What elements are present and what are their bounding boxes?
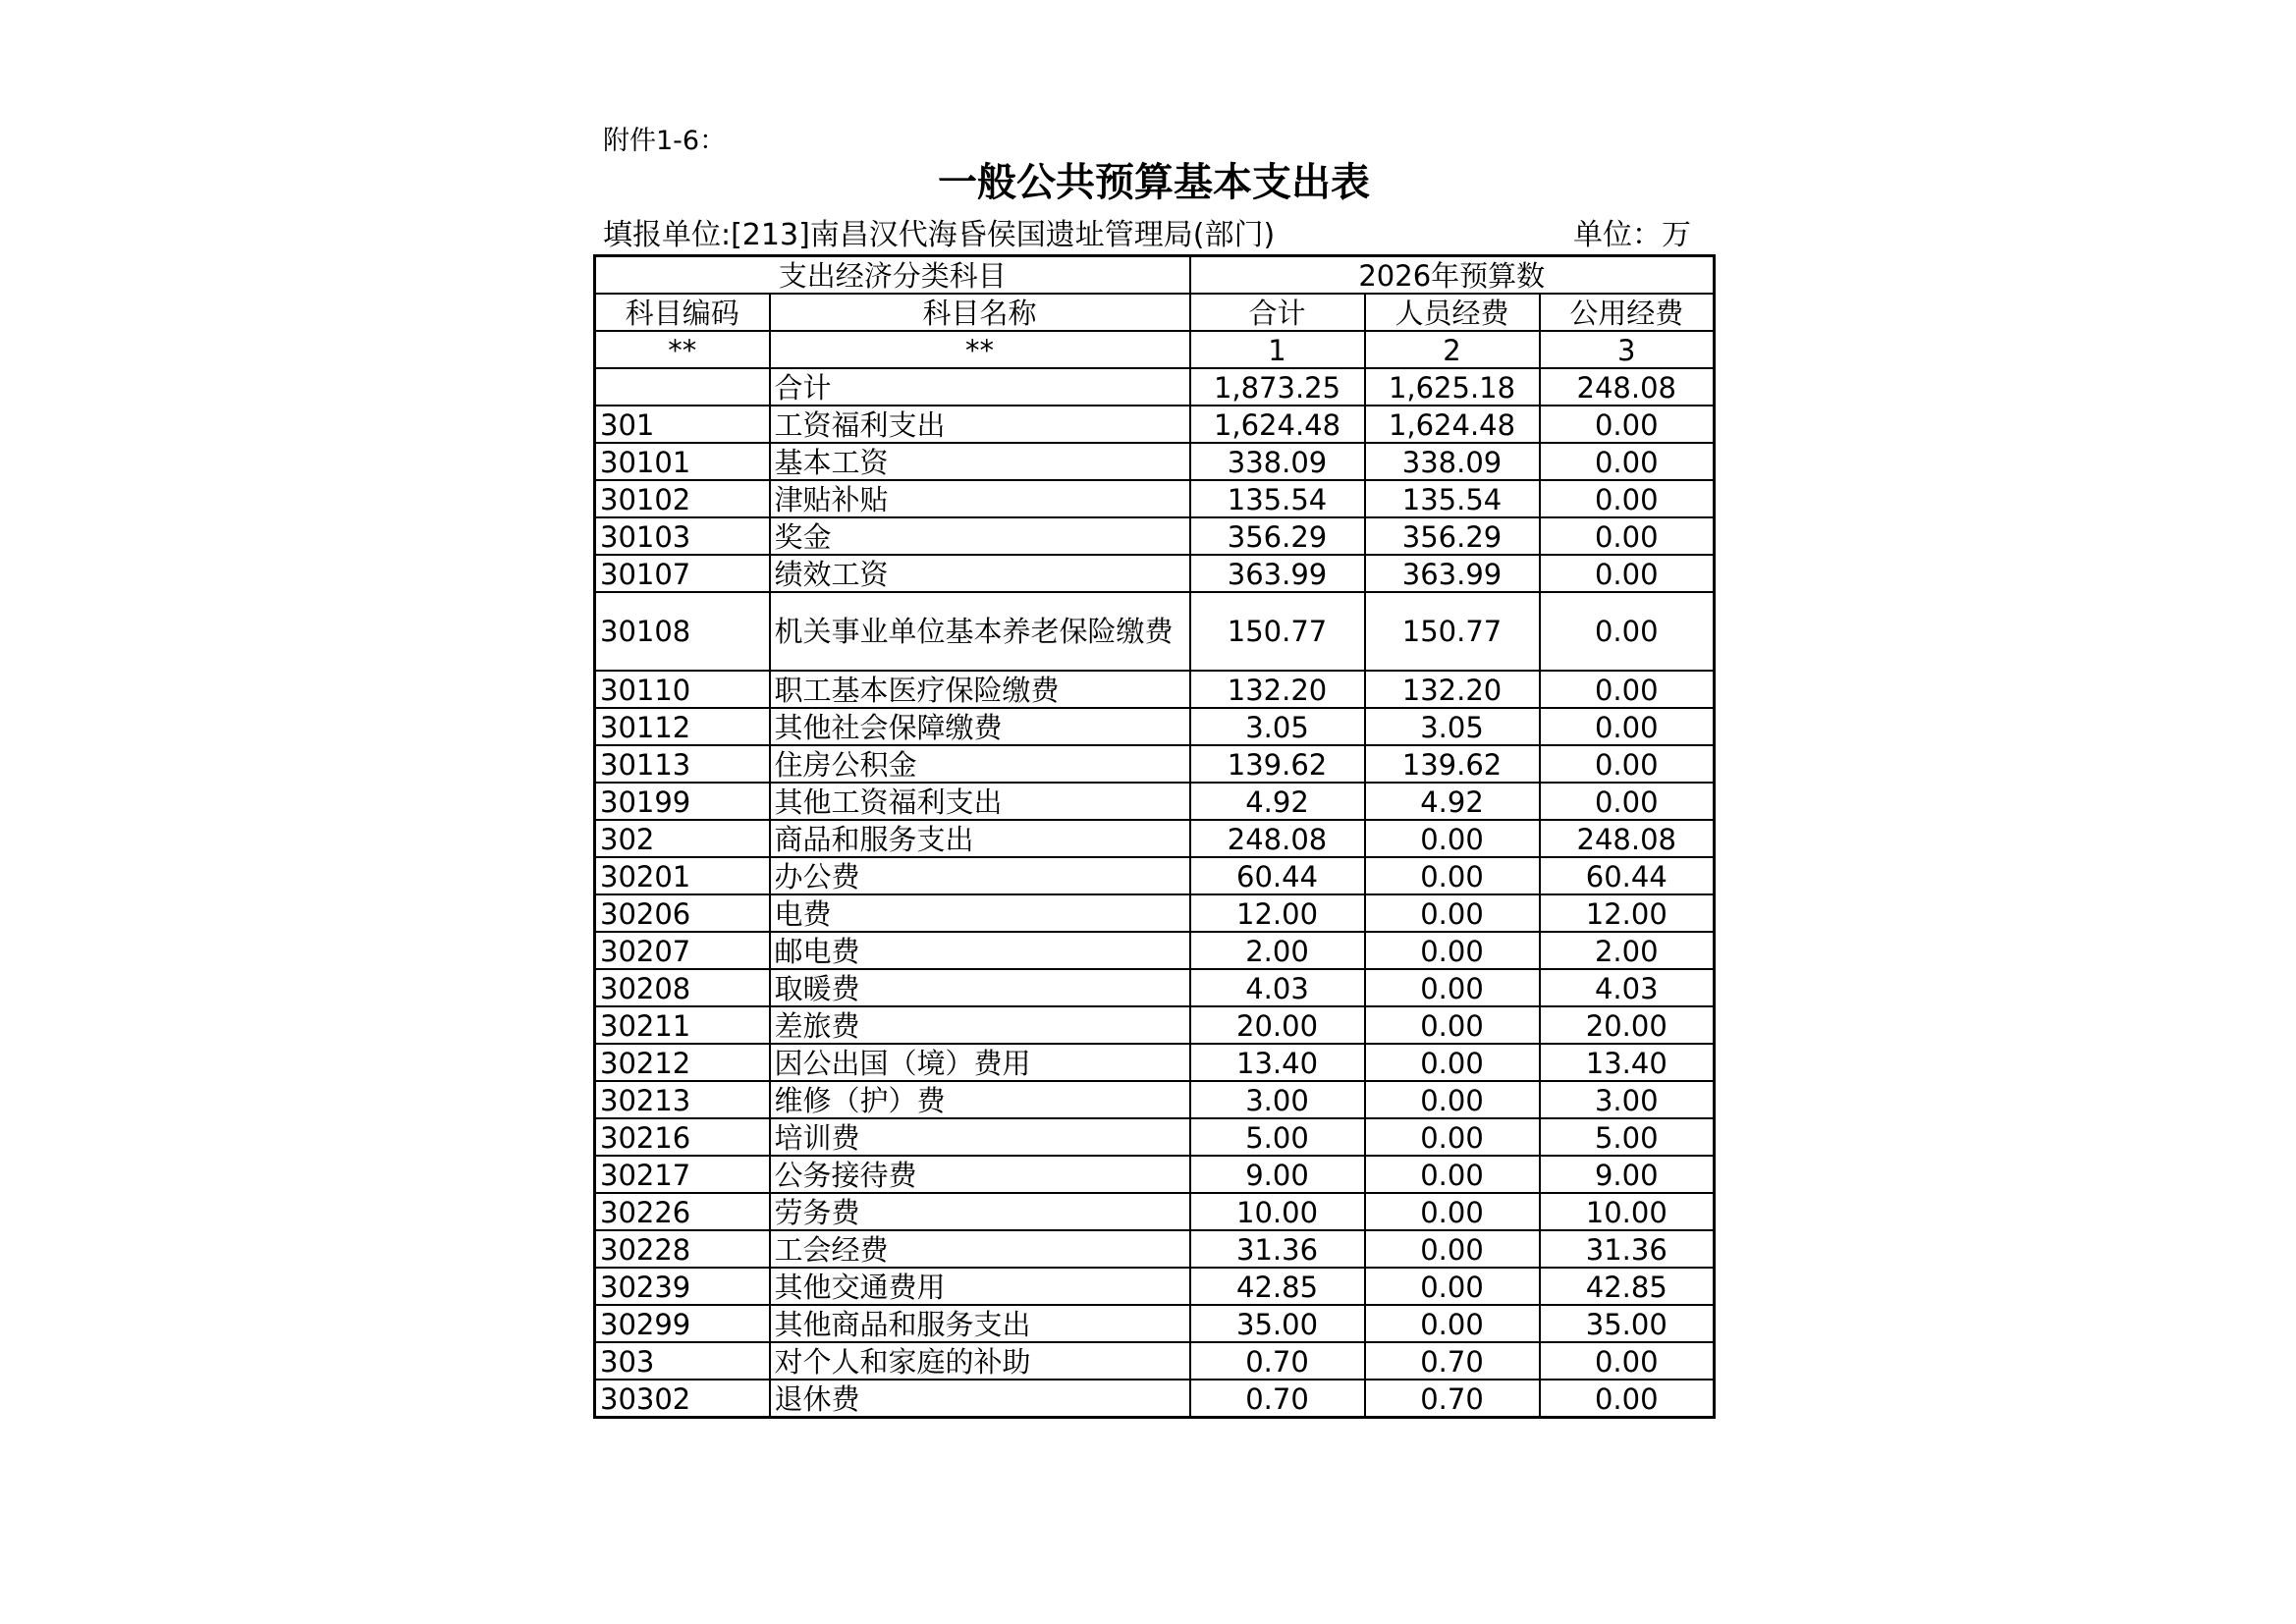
cell-public: 0.00	[1540, 1342, 1715, 1380]
cell-total: 356.29	[1190, 517, 1365, 555]
header-total: 合计	[1190, 294, 1365, 331]
table-row	[595, 406, 1715, 443]
cell-total: 60.44	[1190, 857, 1365, 894]
header-index-row	[595, 331, 1715, 368]
table-row	[595, 820, 1715, 857]
cell-total: 3.05	[1190, 708, 1365, 745]
cell-code: 30199	[595, 783, 770, 820]
cell-public: 0.00	[1540, 555, 1715, 592]
cell-code: 30213	[595, 1081, 770, 1118]
cell-code: 30239	[595, 1268, 770, 1305]
cell-total: 4.92	[1190, 783, 1365, 820]
cell-code: 30226	[595, 1193, 770, 1230]
cell-total: 363.99	[1190, 555, 1365, 592]
cell-total: 338.09	[1190, 443, 1365, 480]
table-row	[595, 1305, 1715, 1342]
cell-total: 13.40	[1190, 1044, 1365, 1081]
cell-code: 30228	[595, 1230, 770, 1268]
cell-total: 1,873.25	[1190, 368, 1365, 406]
cell-code: 30211	[595, 1006, 770, 1044]
cell-name: 办公费	[770, 857, 1190, 894]
cell-code	[595, 368, 770, 406]
cell-name: 其他工资福利支出	[770, 783, 1190, 820]
cell-personnel: 0.00	[1365, 1230, 1540, 1268]
cell-code: 30101	[595, 443, 770, 480]
cell-name: 取暖费	[770, 969, 1190, 1006]
cell-total: 2.00	[1190, 932, 1365, 969]
header-col-2: 2	[1365, 331, 1540, 368]
cell-code: 302	[595, 820, 770, 857]
cell-personnel: 4.92	[1365, 783, 1540, 820]
header-col-3: 3	[1540, 331, 1715, 368]
cell-code: 30201	[595, 857, 770, 894]
table-row	[595, 708, 1715, 745]
header-group-row	[595, 256, 1715, 295]
table-row	[595, 1230, 1715, 1268]
cell-public: 12.00	[1540, 894, 1715, 932]
cell-total: 0.70	[1190, 1380, 1365, 1418]
table-row	[595, 969, 1715, 1006]
cell-personnel: 132.20	[1365, 671, 1540, 708]
cell-name: 公务接待费	[770, 1156, 1190, 1193]
table-row	[595, 1156, 1715, 1193]
cell-code: 30107	[595, 555, 770, 592]
cell-name: 培训费	[770, 1118, 1190, 1156]
cell-public: 9.00	[1540, 1156, 1715, 1193]
cell-name: 对个人和家庭的补助	[770, 1342, 1190, 1380]
cell-personnel: 0.00	[1365, 1006, 1540, 1044]
cell-code: 30217	[595, 1156, 770, 1193]
table-row	[595, 932, 1715, 969]
table-row	[595, 1044, 1715, 1081]
cell-name: 维修（护）费	[770, 1081, 1190, 1118]
table-row	[595, 480, 1715, 517]
cell-total: 132.20	[1190, 671, 1365, 708]
cell-code: 30113	[595, 745, 770, 783]
attachment-label: 附件1-6：	[603, 126, 727, 156]
cell-name: 退休费	[770, 1380, 1190, 1418]
cell-personnel: 150.77	[1365, 592, 1540, 671]
table-row	[595, 1081, 1715, 1118]
cell-code: 30103	[595, 517, 770, 555]
cell-public: 31.36	[1540, 1230, 1715, 1268]
cell-public: 0.00	[1540, 671, 1715, 708]
cell-personnel: 0.70	[1365, 1380, 1540, 1418]
reporting-unit: 填报单位:[213]南昌汉代海昏侯国遗址管理局(部门)	[603, 218, 1276, 252]
cell-code: 30102	[595, 480, 770, 517]
cell-personnel: 0.00	[1365, 1305, 1540, 1342]
cell-name: 电费	[770, 894, 1190, 932]
header-code-marker: **	[595, 331, 770, 368]
cell-code: 303	[595, 1342, 770, 1380]
cell-personnel: 1,624.48	[1365, 406, 1540, 443]
cell-public: 20.00	[1540, 1006, 1715, 1044]
cell-total: 12.00	[1190, 894, 1365, 932]
cell-name: 差旅费	[770, 1006, 1190, 1044]
header-col-1: 1	[1190, 331, 1365, 368]
table-row	[595, 745, 1715, 783]
cell-total: 31.36	[1190, 1230, 1365, 1268]
cell-personnel: 0.00	[1365, 1193, 1540, 1230]
cell-name: 奖金	[770, 517, 1190, 555]
cell-personnel: 135.54	[1365, 480, 1540, 517]
cell-total: 3.00	[1190, 1081, 1365, 1118]
cell-total: 20.00	[1190, 1006, 1365, 1044]
cell-public: 248.08	[1540, 820, 1715, 857]
table-header	[595, 256, 1715, 369]
cell-code: 30212	[595, 1044, 770, 1081]
header-name: 科目名称	[770, 294, 1190, 331]
cell-code: 30302	[595, 1380, 770, 1418]
table-row	[595, 517, 1715, 555]
cell-personnel: 0.00	[1365, 857, 1540, 894]
cell-code: 30299	[595, 1305, 770, 1342]
table-row	[595, 857, 1715, 894]
cell-public: 0.00	[1540, 1380, 1715, 1418]
cell-personnel: 338.09	[1365, 443, 1540, 480]
cell-total: 42.85	[1190, 1268, 1365, 1305]
cell-name: 职工基本医疗保险缴费	[770, 671, 1190, 708]
cell-total: 0.70	[1190, 1342, 1365, 1380]
table-row	[595, 1380, 1715, 1418]
cell-name: 住房公积金	[770, 745, 1190, 783]
cell-code: 30206	[595, 894, 770, 932]
cell-code: 30110	[595, 671, 770, 708]
table-row	[595, 592, 1715, 671]
cell-total: 135.54	[1190, 480, 1365, 517]
budget-table	[593, 254, 1716, 1419]
cell-public: 0.00	[1540, 443, 1715, 480]
cell-total: 10.00	[1190, 1193, 1365, 1230]
cell-name: 绩效工资	[770, 555, 1190, 592]
cell-public: 248.08	[1540, 368, 1715, 406]
header-budget-year: 2026年预算数	[1190, 256, 1715, 295]
cell-total: 5.00	[1190, 1118, 1365, 1156]
cell-personnel: 0.00	[1365, 1268, 1540, 1305]
cell-public: 2.00	[1540, 932, 1715, 969]
cell-public: 5.00	[1540, 1118, 1715, 1156]
table-row	[595, 1268, 1715, 1305]
table-row	[595, 1193, 1715, 1230]
cell-personnel: 1,625.18	[1365, 368, 1540, 406]
table-row	[595, 555, 1715, 592]
table-row	[595, 671, 1715, 708]
cell-total: 4.03	[1190, 969, 1365, 1006]
page-title: 一般公共预算基本支出表	[938, 159, 1370, 205]
cell-total: 35.00	[1190, 1305, 1365, 1342]
cell-public: 0.00	[1540, 480, 1715, 517]
cell-personnel: 0.00	[1365, 969, 1540, 1006]
header-econ-classification: 支出经济分类科目	[595, 256, 1190, 295]
cell-personnel: 0.00	[1365, 1044, 1540, 1081]
table-row	[595, 443, 1715, 480]
cell-name: 工会经费	[770, 1230, 1190, 1268]
cell-public: 42.85	[1540, 1268, 1715, 1305]
cell-code: 301	[595, 406, 770, 443]
table-row	[595, 1118, 1715, 1156]
cell-code: 30208	[595, 969, 770, 1006]
cell-personnel: 0.00	[1365, 1118, 1540, 1156]
cell-name: 合计	[770, 368, 1190, 406]
cell-name: 其他社会保障缴费	[770, 708, 1190, 745]
table-row	[595, 783, 1715, 820]
cell-name: 机关事业单位基本养老保险缴费	[770, 592, 1190, 671]
cell-public: 13.40	[1540, 1044, 1715, 1081]
cell-public: 0.00	[1540, 708, 1715, 745]
table-body	[595, 368, 1715, 1418]
header-name-marker: **	[770, 331, 1190, 368]
cell-personnel: 0.00	[1365, 932, 1540, 969]
cell-total: 9.00	[1190, 1156, 1365, 1193]
cell-personnel: 0.00	[1365, 820, 1540, 857]
cell-public: 35.00	[1540, 1305, 1715, 1342]
table-row	[595, 368, 1715, 406]
cell-total: 1,624.48	[1190, 406, 1365, 443]
cell-code: 30108	[595, 592, 770, 671]
cell-personnel: 0.00	[1365, 1081, 1540, 1118]
header-column-row	[595, 294, 1715, 331]
cell-name: 工资福利支出	[770, 406, 1190, 443]
cell-personnel: 0.00	[1365, 894, 1540, 932]
cell-personnel: 363.99	[1365, 555, 1540, 592]
cell-public: 0.00	[1540, 745, 1715, 783]
cell-name: 因公出国（境）费用	[770, 1044, 1190, 1081]
cell-personnel: 356.29	[1365, 517, 1540, 555]
cell-name: 其他交通费用	[770, 1268, 1190, 1305]
cell-name: 劳务费	[770, 1193, 1190, 1230]
table-row	[595, 894, 1715, 932]
table-row	[595, 1342, 1715, 1380]
cell-total: 248.08	[1190, 820, 1365, 857]
cell-public: 4.03	[1540, 969, 1715, 1006]
cell-code: 30112	[595, 708, 770, 745]
header-public: 公用经费	[1540, 294, 1715, 331]
cell-personnel: 139.62	[1365, 745, 1540, 783]
cell-name: 津贴补贴	[770, 480, 1190, 517]
cell-personnel: 0.00	[1365, 1156, 1540, 1193]
cell-code: 30216	[595, 1118, 770, 1156]
header-personnel: 人员经费	[1365, 294, 1540, 331]
cell-code: 30207	[595, 932, 770, 969]
cell-name: 商品和服务支出	[770, 820, 1190, 857]
currency-unit: 单位：万	[1573, 218, 1691, 252]
cell-public: 0.00	[1540, 592, 1715, 671]
cell-public: 0.00	[1540, 406, 1715, 443]
cell-name: 邮电费	[770, 932, 1190, 969]
cell-public: 0.00	[1540, 517, 1715, 555]
cell-personnel: 3.05	[1365, 708, 1540, 745]
header-code: 科目编码	[595, 294, 770, 331]
cell-total: 139.62	[1190, 745, 1365, 783]
cell-personnel: 0.70	[1365, 1342, 1540, 1380]
table-row	[595, 1006, 1715, 1044]
cell-public: 10.00	[1540, 1193, 1715, 1230]
cell-name: 基本工资	[770, 443, 1190, 480]
cell-name: 其他商品和服务支出	[770, 1305, 1190, 1342]
cell-total: 150.77	[1190, 592, 1365, 671]
cell-public: 3.00	[1540, 1081, 1715, 1118]
cell-public: 0.00	[1540, 783, 1715, 820]
cell-public: 60.44	[1540, 857, 1715, 894]
